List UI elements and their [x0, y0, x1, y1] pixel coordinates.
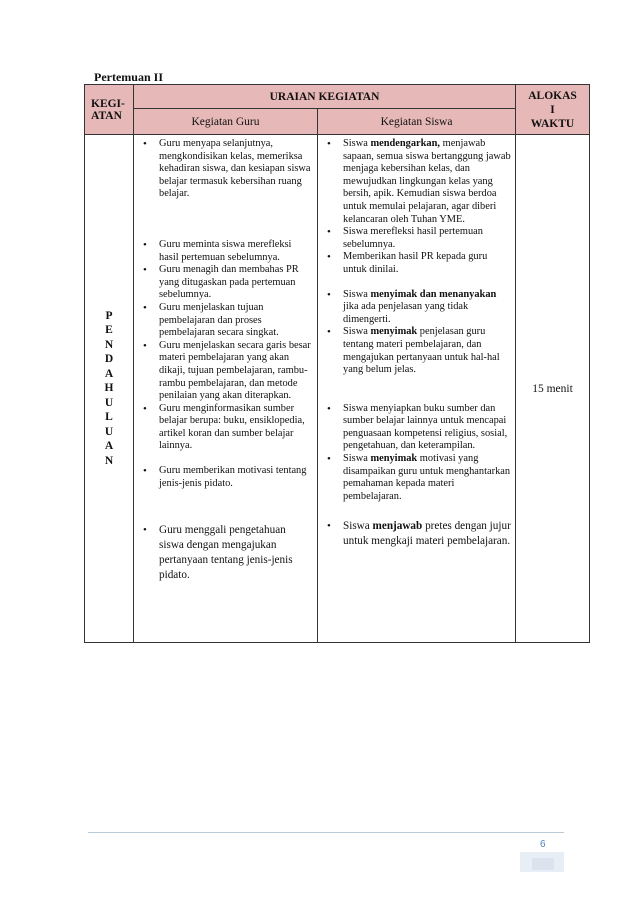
phase-letter: D — [104, 353, 114, 366]
footer-decoration-inner — [532, 858, 554, 870]
header-kegiatan-guru: Kegiatan Guru — [134, 109, 318, 135]
student-activity-item: • Siswa menjawab pretes dengan jujur untuk mengkaji materi pembelajaran. — [327, 520, 511, 548]
bullet-icon: • — [327, 520, 331, 533]
bullet-icon: • — [143, 339, 147, 352]
page-number: 6 — [540, 839, 546, 850]
student-activity-item: • Siswa mendengarkan, menjawab sapaan, semua siswa bertanggung jawab menjaga kebersihan kelas, dan mewujudkan lingkungan kelas yang bersih, apik. Kemudian siswa berdoa untuk memulai pelajaran, agar diberi kelancaran oleh Tuhan YME. — [327, 138, 511, 225]
bullet-icon: • — [327, 453, 331, 466]
phase-letter: A — [104, 367, 114, 380]
phase-letter: N — [104, 338, 114, 351]
teacher-activity-item: • Guru menjelaskan secara garis besar materi pembelajaran yang akan dikaji, tujuan pembelajaran, rambu-rambu pembelajaran, dan metode penilaian yang akan diterapkan. — [143, 339, 311, 402]
bullet-icon: • — [327, 326, 331, 339]
teacher-activity-item: • Guru menggali pengetahuan siswa dengan mengajukan pertanyaan tentang jenis-jenis pidato. — [143, 524, 293, 582]
teacher-activity-item: • Guru menagih dan membahas PR yang ditugaskan pada pertemuan sebelumnya. — [143, 264, 299, 301]
student-activity-item: • Siswa menyimak dan menanyakan jika ada penjelasan yang tidak dimengerti. — [327, 288, 497, 325]
student-activity-item: • Memberikan hasil PR kepada guru untuk dinilai. — [327, 251, 488, 275]
bullet-icon: • — [327, 402, 331, 415]
bullet-icon: • — [143, 238, 147, 251]
teacher-activity-list — [134, 135, 317, 587]
header-kegiatan: KEGI- ATAN — [85, 85, 134, 135]
bullet-icon: • — [143, 465, 147, 478]
student-activity-list — [318, 135, 515, 553]
header-uraian-kegiatan: URAIAN KEGIATAN — [134, 85, 516, 109]
bullet-icon: • — [143, 402, 147, 415]
teacher-activity-item: • Guru meminta siswa merefleksi hasil pertemuan sebelumnya. — [143, 238, 292, 263]
teacher-activity-item: • Guru menjelaskan tujuan pembelajaran dan proses pembelajaran secara singkat. — [143, 301, 279, 339]
phase-letter: P — [105, 309, 113, 322]
time-allocation: 15 menit — [516, 135, 590, 643]
phase-letter: U — [104, 425, 114, 438]
header-kegiatan-siswa: Kegiatan Siswa — [318, 109, 516, 135]
student-activity-item: • Siswa merefleksi hasil pertemuan sebelumnya. — [327, 226, 483, 250]
student-activity-item: • Siswa menyiapkan buku sumber dan sumber belajar lainnya untuk mencapai penguasaan kompetensi religius, sosial, pengetahuan, dan keterampilan. — [327, 402, 508, 452]
student-activity-item: • Siswa menyimak penjelasan guru tentang materi pembelajaran, dan mengajukan pertanyaan untuk hal-hal yang belum jelas. — [327, 326, 500, 376]
meeting-label: Pertemuan II — [94, 70, 163, 84]
bullet-icon: • — [143, 524, 147, 537]
phase-letter: H — [104, 382, 114, 395]
bullet-icon: • — [327, 251, 331, 264]
teacher-activities-cell — [134, 135, 318, 643]
teacher-activity-item: • Guru menyapa selanjutnya, mengkondisikan kelas, memeriksa kehadiran siswa, dan kesiapan siswa belajar termasuk kebersihan ruang belajar. — [143, 138, 311, 200]
bullet-icon: • — [143, 301, 147, 314]
phase-letter: N — [104, 454, 114, 467]
phase-letter: L — [105, 411, 113, 424]
header-alokasi-waktu: ALOKAS I WAKTU — [516, 85, 590, 135]
student-activity-item: • Siswa menyimak motivasi yang disampaikan guru untuk menghantarkan pemahaman kepada materi pembelajaran. — [327, 453, 511, 502]
phase-letter: A — [104, 440, 114, 453]
student-activities-cell — [318, 135, 516, 643]
bullet-icon: • — [143, 138, 147, 150]
bullet-icon: • — [143, 264, 147, 277]
bullet-icon: • — [327, 288, 331, 301]
phase-pendahuluan — [85, 135, 134, 643]
bullet-icon: • — [327, 138, 331, 150]
bullet-icon: • — [327, 226, 331, 239]
teacher-activity-item: • Guru menginformasikan sumber belajar berupa: buku, ensiklopedia, artikel koran dan sumber belajar lainnya. — [143, 402, 305, 452]
phase-letter: E — [105, 324, 113, 337]
footer-divider — [88, 832, 564, 833]
phase-letter: U — [104, 396, 114, 409]
teacher-activity-item: • Guru memberikan motivasi tentang jenis-jenis pidato. — [143, 465, 307, 489]
lesson-activity-table — [84, 84, 590, 643]
